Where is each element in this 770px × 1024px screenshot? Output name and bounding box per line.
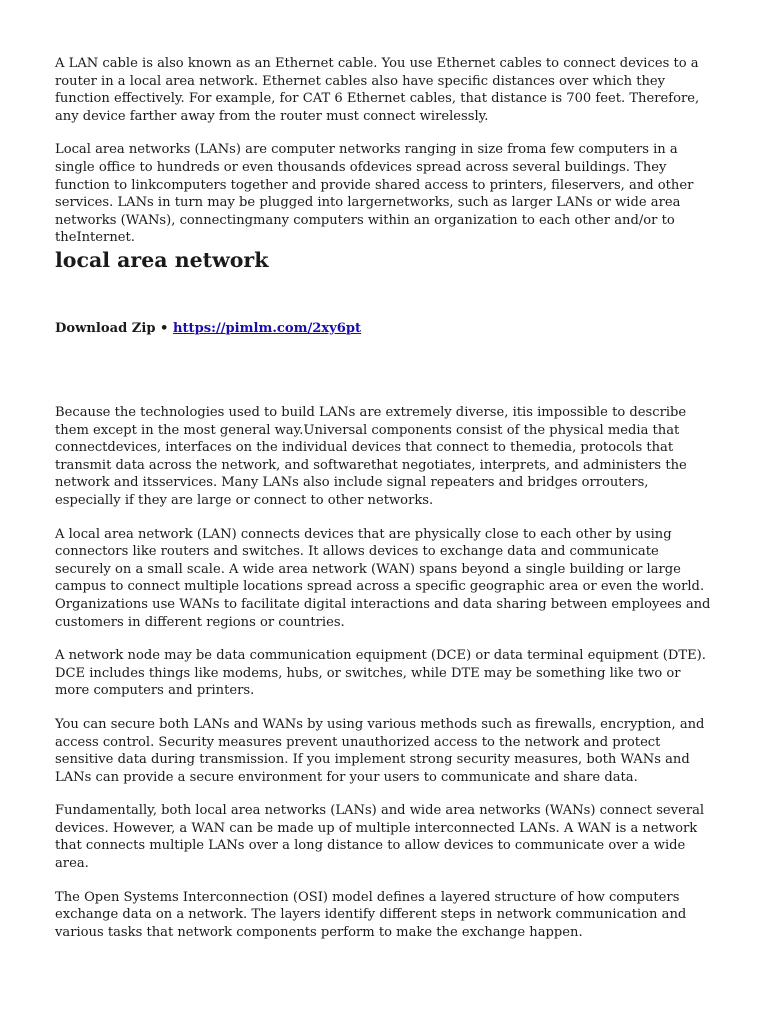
document-page — [55, 55, 717, 940]
download-link[interactable]: https://pimlm.com/2xy6pt — [172, 321, 362, 336]
paragraph-lan-cable: A LAN cable is also known as an Ethernet cable. You use Ethernet cables to connect devices to a router in a local area network. Ethernet cables also have specific distances over which they function effectively. For example, for CAT 6 Ethernet cables, that distance is 700 feet. Therefore, any device farther away from the router must connect wirelessly. — [55, 56, 700, 124]
body-section — [55, 404, 717, 957]
section-heading: local area network — [55, 248, 269, 272]
download-line — [55, 320, 361, 338]
paragraph-lan-vs-wan: A local area network (LAN) connects devices that are physically close to each other by using connectors like routers and switches. It allows devices to exchange data and communicate securely on a small scale. A wide area network (WAN) spans beyond a single building or large campus to connect multiple locations spread across a specific geographic area or even the world. Organizations use WANs to facilitate digital interactions and data sharing between employees and customers in different regions or countries. — [55, 526, 711, 630]
paragraph-fundamentals: Fundamentally, both local area networks (LANs) and wide area networks (WANs) connect several devices. However, a WAN can be made up of multiple interconnected LANs. A WAN is a network that connects multiple LANs over a long distance to allow devices to communicate over a wide area. — [55, 803, 705, 872]
paragraph-security: You can secure both LANs and WANs by using various methods such as firewalls, encryption, and access control. Security measures prevent unauthorized access to the network and protect sensitive data during transmission. If you implement strong security measures, both WANs and LANs can provide a secure environment for your users to communicate and share data. — [55, 716, 705, 785]
paragraph-technologies: Because the technologies used to build LANs are extremely diverse, itis impossible to describe them except in the most general way.Universal components consist of the physical media that connectdevices, interfaces on the individual devices that connect to themedia, protocols that transmit data across the network, and softwarethat negotiates, interprets, and administers the network and itsservices. Many LANs also include signal repeaters and bridges orrouters, especially if they are large or connect to other networks. — [55, 405, 687, 508]
paragraph-lan-definition: Local area networks (LANs) are computer networks ranging in size froma few computers in a single office to hundreds or even thousands ofdevices spread across several buildings. They function to linkcomputers together and provide shared access to printers, fileservers, and other services. LANs in turn may be plugged into largernetworks, such as larger LANs or wide area networks (WANs), connectingmany computers within an organization to each other and/or to theInternet. — [55, 142, 694, 246]
download-label: Download Zip — [55, 321, 156, 336]
download-separator: • — [155, 321, 173, 336]
paragraph-network-node: A network node may be data communication equipment (DCE) or data terminal equipment (DTE). DCE includes things like modems, hubs, or switches, while DTE may be something like two or more computers and printers. — [55, 648, 706, 699]
paragraph-osi-model: The Open Systems Interconnection (OSI) model defines a layered structure of how computers exchange data on a network. The layers identify different steps in network communication and various tasks that network components perform to make the exchange happen. — [55, 889, 687, 940]
